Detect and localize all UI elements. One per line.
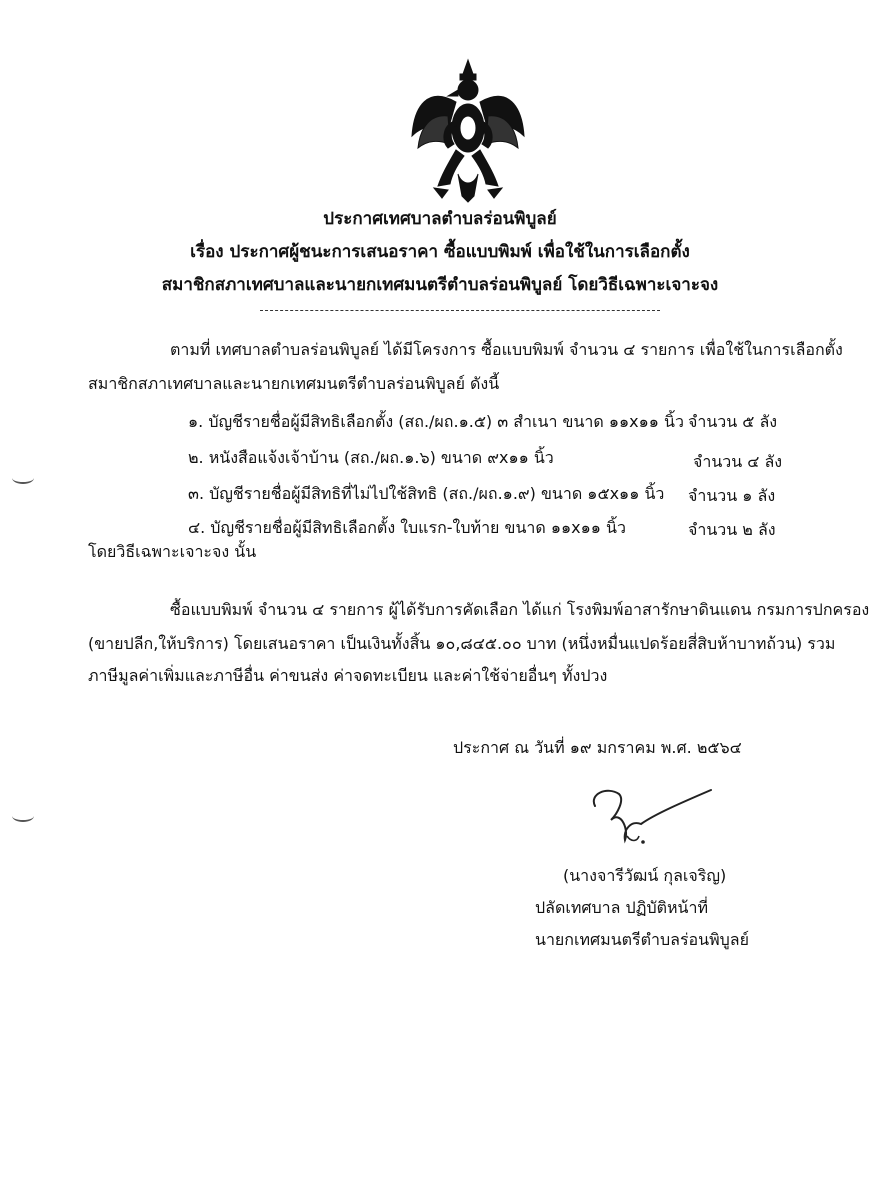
signer-title-1: ปลัดเทศบาล ปฏิบัติหน้าที่: [535, 898, 709, 917]
item-2-qty: จำนวน ๔ ลัง: [693, 452, 783, 471]
award-line-1: ซื้อแบบพิมพ์ จำนวน ๔ รายการ ผู้ได้รับการคัดเลือก ได้แก่ โรงพิมพ์อาสารักษาดินแดน กรมการปกครอง: [170, 600, 870, 619]
intro-line-1: ตามที่ เทศบาลตำบลร่อนพิบูลย์ ได้มีโครงการ ซื้อแบบพิมพ์ จำนวน ๔ รายการ เพื่อใช้ในการเลือกตั้ง: [170, 340, 843, 359]
title-line-2: เรื่อง ประกาศผู้ชนะการเสนอราคา ซื้อแบบพิมพ์ เพื่อใช้ในการเลือกตั้ง: [190, 242, 690, 262]
announce-date: ประกาศ ณ วันที่ ๑๙ มกราคม พ.ศ. ๒๕๖๔: [453, 738, 742, 757]
title-line-3: สมาชิกสภาเทศบาลและนายกเทศมนตรีตำบลร่อนพิบูลย์ โดยวิธีเฉพาะเจาะจง: [161, 275, 719, 295]
award-line-2: (ขายปลีก,ให้บริการ) โดยเสนอราคา เป็นเงินทั้งสิ้น ๑๐,๘๔๕.๐๐ บาท (หนึ่งหมื่นแปดร้อยสี่สิบห้าบาทถ้วน) รวม: [88, 634, 836, 653]
item-4-text: ๔. บัญชีรายชื่อผู้มีสิทธิเลือกตั้ง ใบแรก-ใบท้าย ขนาด ๑๑x๑๑ นิ้ว: [188, 518, 626, 537]
item-3-qty: จำนวน ๑ ลัง: [688, 486, 776, 505]
award-line-3: ภาษีมูลค่าเพิ่มและภาษีอื่น ค่าขนส่ง ค่าจดทะเบียน และค่าใช้จ่ายอื่นๆ ทั้งปวง: [88, 666, 608, 685]
intro-line-2: สมาชิกสภาเทศบาลและนายกเทศมนตรีตำบลร่อนพิบูลย์ ดังนี้: [88, 374, 500, 393]
garuda-emblem-icon: [408, 56, 528, 206]
title-line-1: ประกาศเทศบาลตำบลร่อนพิบูลย์: [323, 209, 557, 229]
punch-hole-mark: [12, 810, 34, 822]
item-1-text: ๑. บัญชีรายชื่อผู้มีสิทธิเลือกตั้ง (สถ./ผถ.๑.๕) ๓ สำเนา ขนาด ๑๑x๑๑ นิ้ว: [188, 412, 684, 431]
handwritten-signature-icon: [585, 780, 725, 850]
signer-name: (นางจารีวัฒน์ กุลเจริญ): [563, 866, 727, 885]
item-2-text: ๒. หนังสือแจ้งเจ้าบ้าน (สถ./ผถ.๑.๖) ขนาด ๙x๑๑ นิ้ว: [188, 448, 554, 467]
method-line: โดยวิธีเฉพาะเจาะจง นั้น: [88, 542, 257, 561]
title-divider: [260, 310, 660, 311]
item-3-text: ๓. บัญชีรายชื่อผู้มีสิทธิที่ไม่ไปใช้สิทธิ (สถ./ผถ.๑.๙) ขนาด ๑๕x๑๑ นิ้ว: [188, 484, 665, 503]
item-4-qty: จำนวน ๒ ลัง: [688, 520, 776, 539]
signer-title-2: นายกเทศมนตรีตำบลร่อนพิบูลย์: [535, 930, 749, 949]
punch-hole-mark: [12, 472, 34, 484]
item-1-qty: จำนวน ๕ ลัง: [688, 412, 778, 431]
